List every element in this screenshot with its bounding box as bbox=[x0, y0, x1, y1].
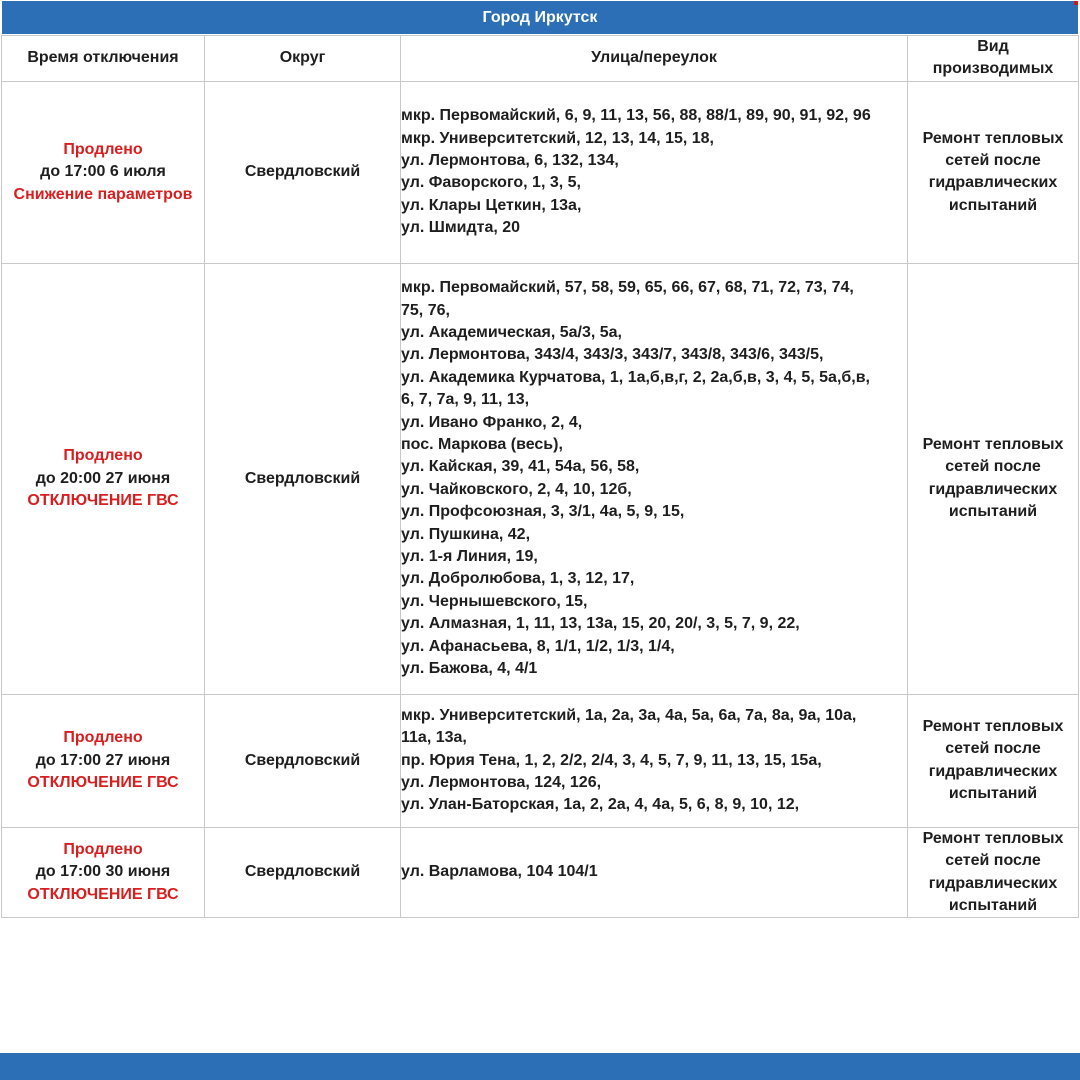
table-row bbox=[2, 827, 1079, 918]
note-text: Снижение параметров bbox=[13, 185, 193, 203]
table-header-row bbox=[2, 36, 1079, 82]
status-text: Продлено bbox=[63, 841, 143, 859]
district-cell: Свердловский bbox=[205, 81, 401, 263]
streets-cell: мкр. Первомайский, 6, 9, 11, 13, 56, 88, 88/1, 89, 90, 91, 92, 96 мкр. Университетский, 12, 13, 14, 15, 18, ул. Лермонтова, 6, 132, 134, ул. Фаворского, 1, 3, 5, ул. Клары Цеткин, 13а, ул. Шмидта, 20 bbox=[401, 81, 908, 263]
note-text: ОТКЛЮЧЕНИЕ ГВС bbox=[27, 774, 179, 792]
time-cell bbox=[2, 263, 205, 694]
time-cell bbox=[2, 81, 205, 263]
work-cell: Ремонт тепловых сетей после гидравлических испытаний bbox=[908, 263, 1079, 694]
time-cell bbox=[2, 694, 205, 827]
district-cell: Свердловский bbox=[205, 694, 401, 827]
header-time: Время отключения bbox=[2, 36, 205, 82]
until-text: до 17:00 27 июня bbox=[35, 751, 171, 769]
table-row bbox=[2, 694, 1079, 827]
header-district: Округ bbox=[205, 36, 401, 82]
district-cell: Свердловский bbox=[205, 263, 401, 694]
outage-table bbox=[1, 35, 1079, 918]
status-text: Продлено bbox=[63, 140, 143, 158]
streets-cell: мкр. Первомайский, 57, 58, 59, 65, 66, 67, 68, 71, 72, 73, 74, 75, 76, ул. Академическая, 5а/3, 5а, ул. Лермонтова, 343/4, 343/3, 343/7, 343/8, 343/6, 343/5, ул. Академика Курчатова, 1, 1а,б,в,г, 2, 2а,б,в, 3, 4, 5, 5а,б,в, 6, 7, 7а, 9, 11, 13, ул. Ивано Франко, 2, 4, пос. Маркова (весь), ул. Кайская, 39, 41, 54а, 56, 58, ул. Чайковского, 2, 4, 10, 12б, ул. Профсоюзная, 3, 3/1, 4а, 5, 9, 15, ул. Пушкина, 42, ул. 1-я Линия, 19, ул. Добролюбова, 1, 3, 12, 17, ул. Чернышевского, 15, ул. Алмазная, 1, 11, 13, 13а, 15, 20, 20/, 3, 5, 7, 9, 22, ул. Афанасьева, 8, 1/1, 1/2, 1/3, 1/4, ул. Бажова, 4, 4/1 bbox=[401, 263, 908, 694]
note-text: ОТКЛЮЧЕНИЕ ГВС bbox=[27, 492, 179, 510]
status-text: Продлено bbox=[63, 447, 143, 465]
streets-cell: ул. Варламова, 104 104/1 bbox=[401, 827, 908, 918]
table-row bbox=[2, 81, 1079, 263]
header-street: Улица/переулок bbox=[401, 36, 908, 82]
header-kind: Вид производимых bbox=[908, 36, 1079, 82]
until-text: до 17:00 30 июня bbox=[35, 863, 171, 881]
until-text: до 17:00 6 июля bbox=[40, 163, 166, 181]
corner-marker bbox=[1074, 1, 1078, 5]
work-cell: Ремонт тепловых сетей после гидравлических испытаний bbox=[908, 694, 1079, 827]
work-cell: Ремонт тепловых сетей после гидравлических испытаний bbox=[908, 827, 1079, 918]
until-text: до 20:00 27 июня bbox=[35, 469, 171, 487]
time-cell bbox=[2, 827, 205, 918]
table-row bbox=[2, 263, 1079, 694]
footer-bar bbox=[0, 1053, 1080, 1080]
streets-cell: мкр. Университетский, 1а, 2а, 3а, 4а, 5а, 6а, 7а, 8а, 9а, 10а, 11а, 13а, пр. Юрия Тена, 1, 2, 2/2, 2/4, 3, 4, 5, 7, 9, 11, 13, 15, 15а, ул. Лермонтова, 124, 126, ул. Улан-Баторская, 1а, 2, 2а, 4, 4а, 5, 6, 8, 9, 10, 12, bbox=[401, 694, 908, 827]
note-text: ОТКЛЮЧЕНИЕ ГВС bbox=[27, 885, 179, 903]
work-cell: Ремонт тепловых сетей после гидравлических испытаний bbox=[908, 81, 1079, 263]
status-text: Продлено bbox=[63, 729, 143, 747]
page-title: Город Иркутск bbox=[2, 1, 1078, 34]
district-cell: Свердловский bbox=[205, 827, 401, 918]
